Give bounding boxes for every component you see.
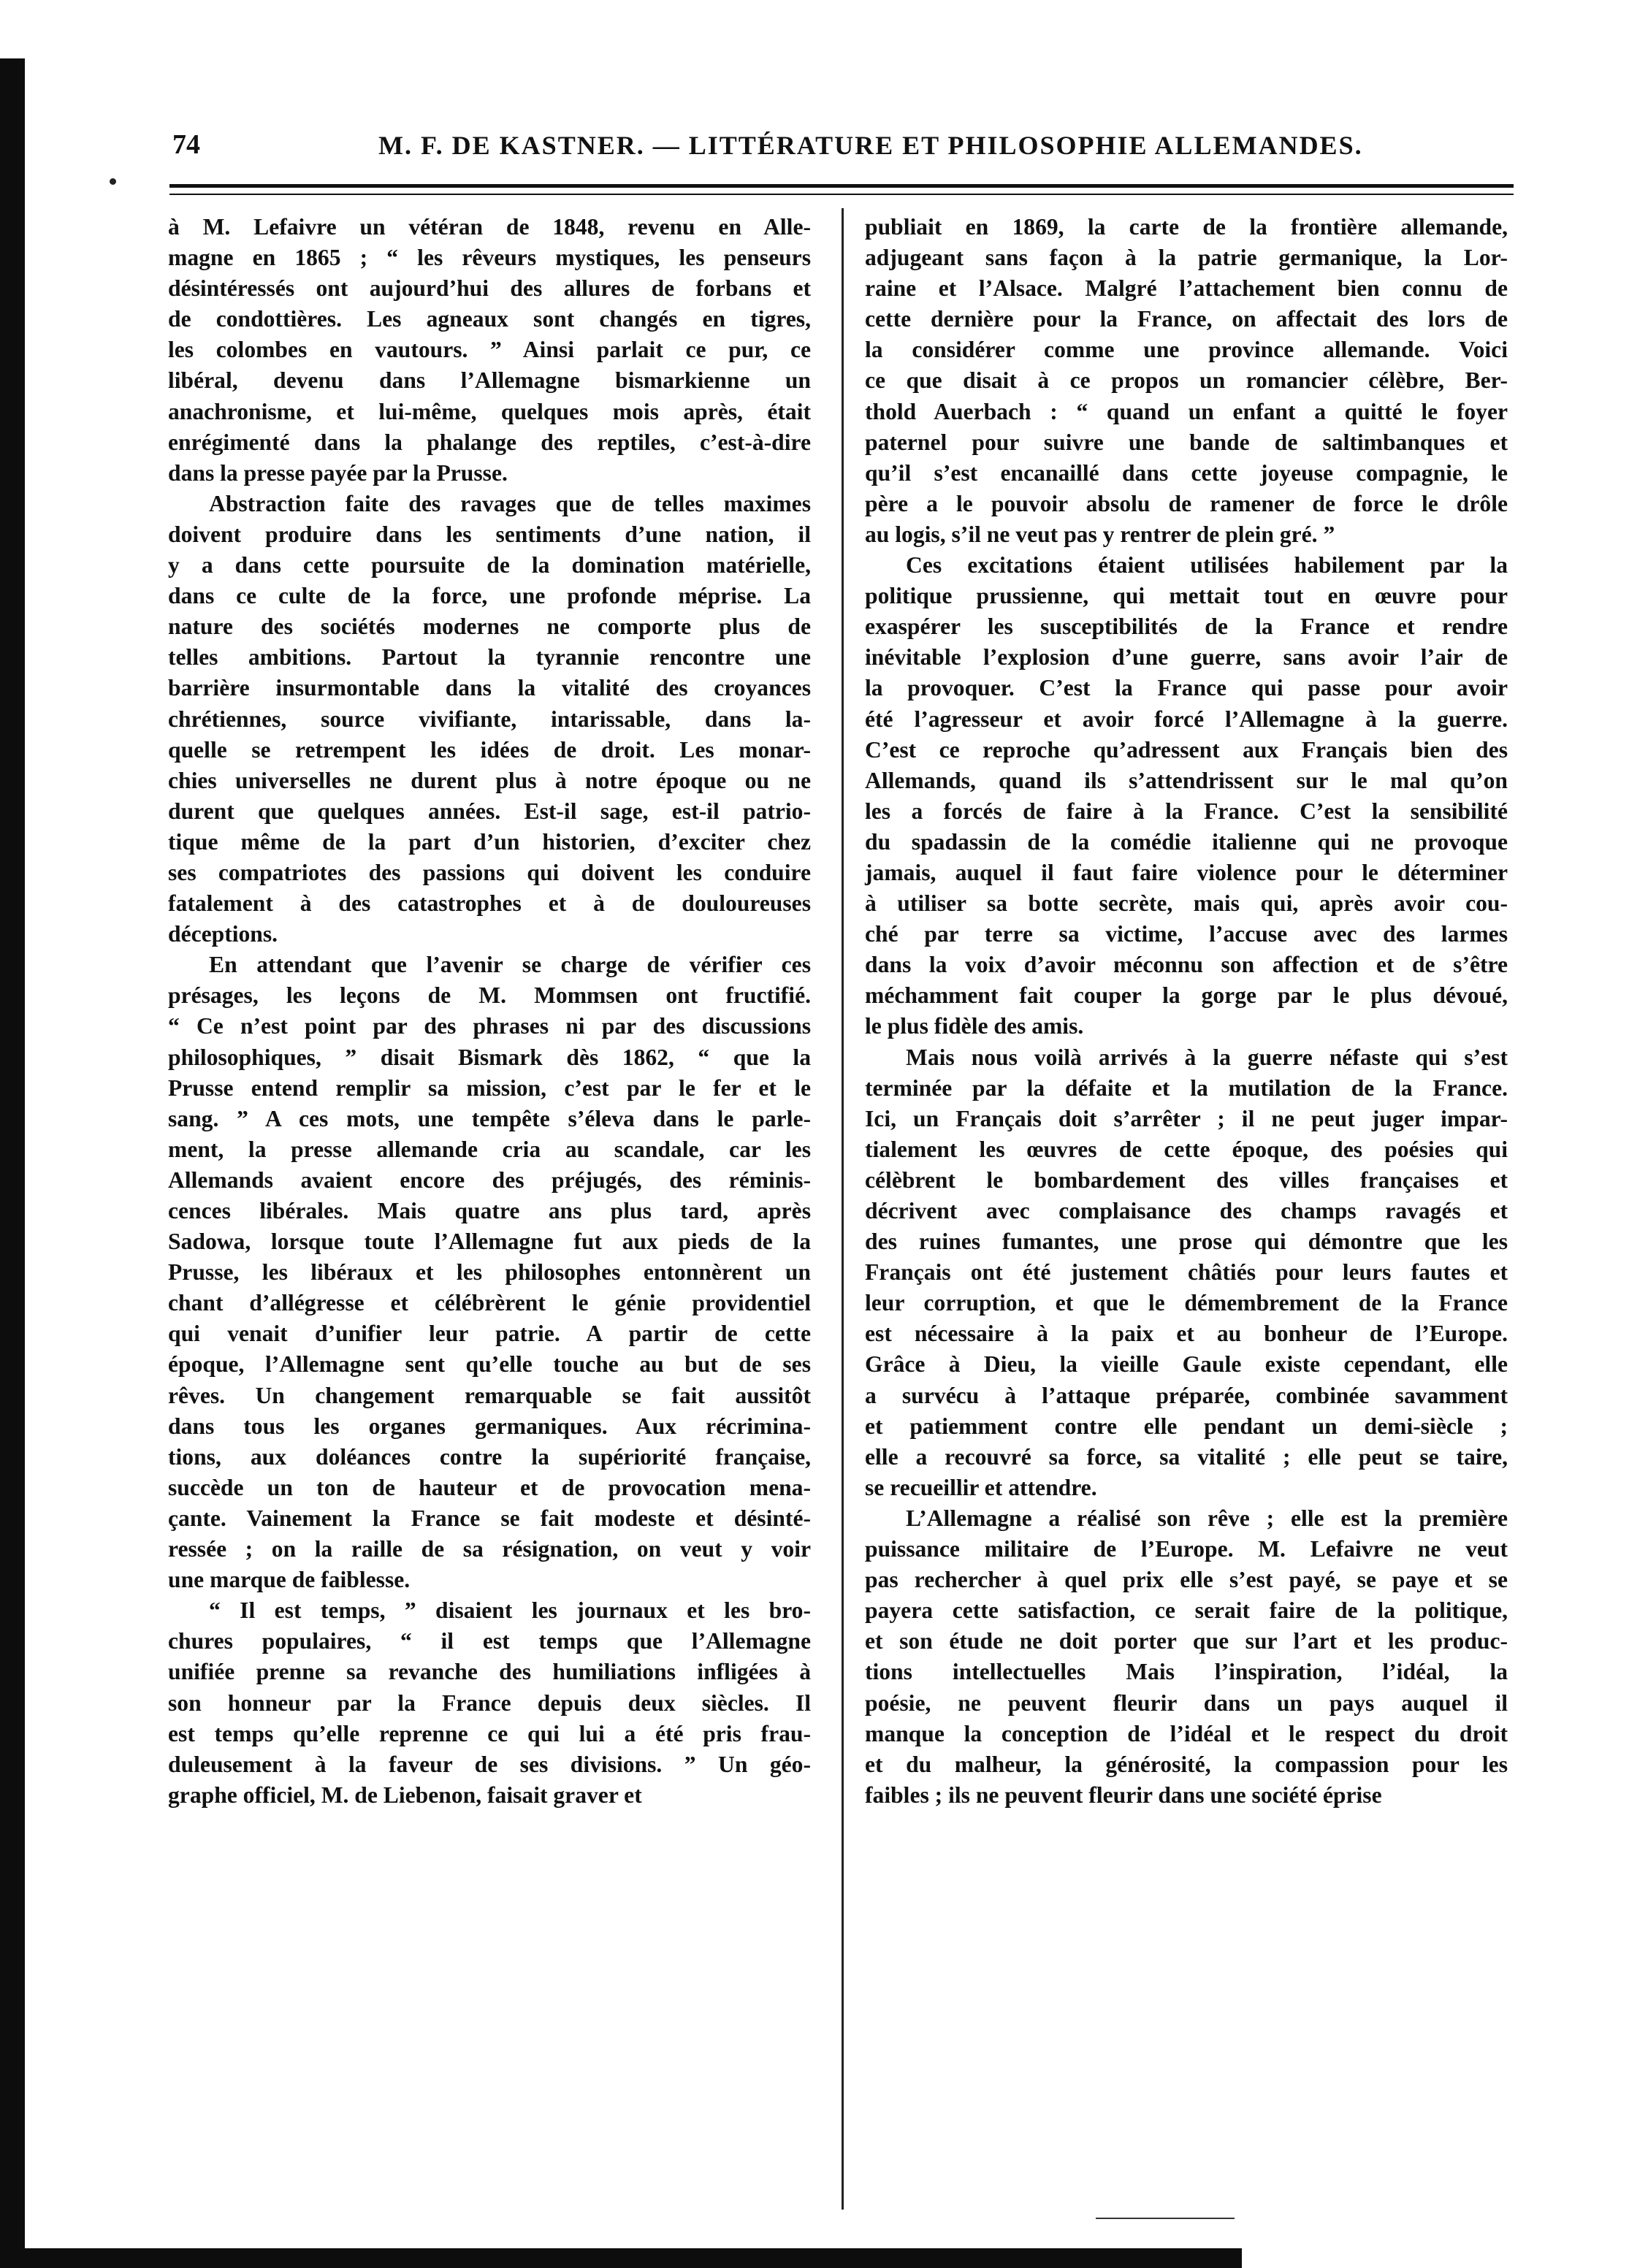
text-line: doivent produire dans les sentiments d’une nation, il <box>168 521 811 547</box>
text-line: tions intellectuelles Mais l’inspiration, l’idéal, la <box>865 1659 1508 1685</box>
text-line: père a le pouvoir absolu de ramener de force le drôle <box>865 490 1508 516</box>
text-line: à M. Lefaivre un vétéran de 1848, revenu en Alle- <box>168 214 811 240</box>
text-line: des ruines fumantes, une prose qui démontre que les <box>865 1229 1508 1255</box>
text-line: philosophiques, ” disait Bismark dès 1862, “ que la <box>168 1044 811 1070</box>
text-line: du spadassin de la comédie italienne qui ne provoque <box>865 828 1508 855</box>
paragraph <box>865 550 1508 1042</box>
text-line: et patiemment contre elle pendant un demi-siècle ; <box>865 1413 1508 1439</box>
text-line: dans tous les organes germaniques. Aux récrimina- <box>168 1413 811 1439</box>
paragraph <box>168 489 811 950</box>
text-line: chures populaires, “ il est temps que l’Allemagne <box>168 1628 811 1654</box>
text-line: sang. ” A ces mots, une tempête s’éleva dans le parle- <box>168 1105 811 1131</box>
text-line: ment, la presse allemande cria au scandale, car les <box>168 1136 811 1162</box>
paragraph <box>168 212 811 489</box>
text-line: nature des sociétés modernes ne comporte plus de <box>168 614 811 640</box>
text-line: et du malheur, la générosité, la compassion pour les <box>865 1751 1508 1777</box>
text-line: époque, l’Allemagne sent qu’elle touche au but de ses <box>168 1351 811 1378</box>
text-line: succède un ton de hauteur et de provocation mena- <box>168 1474 811 1500</box>
text-line: le plus fidèle des amis. <box>865 1013 1084 1039</box>
text-line: décrivent avec complaisance des champs ravagés et <box>865 1198 1508 1223</box>
text-line: au logis, s’il ne veut pas y rentrer de plein gré. ” <box>865 521 1335 547</box>
text-line: anachronisme, et lui-même, quelques mois après, était <box>168 398 811 424</box>
text-line: “ Ce n’est point par des phrases ni par des discussions <box>168 1013 811 1039</box>
text-line: elle a recouvré sa force, sa vitalité ; elle peut se taire, <box>865 1443 1508 1470</box>
text-line: Ces excitations étaient utilisées habilement par la <box>906 552 1508 579</box>
text-line: puissance militaire de l’Europe. M. Lefaivre ne veut <box>865 1536 1508 1562</box>
header-rule-thin <box>169 194 1514 195</box>
text-line: pas rechercher à quel prix elle s’est payé, se paye et se <box>865 1567 1508 1593</box>
text-line: “ Il est temps, ” disaient les journaux et les bro- <box>209 1597 811 1624</box>
text-line: çante. Vainement la France se fait modeste et désinté- <box>168 1505 811 1531</box>
text-line: présages, les leçons de M. Mommsen ont fructifié. <box>168 982 811 1009</box>
text-line: se recueillir et attendre. <box>865 1474 1097 1500</box>
scan-border-bottom <box>0 2248 1242 2268</box>
text-line: libéral, devenu dans l’Allemagne bismarkienne un <box>168 367 811 394</box>
text-line: célèbrent le bombardement des villes françaises et <box>865 1167 1508 1193</box>
footer-rule <box>1096 2218 1235 2219</box>
text-line: jamais, auquel il faut faire violence pour le déterminer <box>865 859 1508 885</box>
paragraph <box>865 212 1508 550</box>
paragraph <box>168 1595 811 1811</box>
text-line: enrégimenté dans la phalange des reptiles, c’est-à-dire <box>168 429 811 455</box>
text-line: unifiée prenne sa revanche des humiliations infligées à <box>168 1659 811 1685</box>
text-line: la provoquer. C’est la France qui passe pour avoir <box>865 675 1508 701</box>
text-line: duleusement à la faveur de ses divisions. ” Un géo- <box>168 1751 811 1777</box>
header-rule-thick <box>169 184 1514 188</box>
text-line: leur corruption, et que le démembrement de la France <box>865 1290 1508 1316</box>
text-line: graphe officiel, M. de Liebenon, faisait graver et <box>168 1782 642 1808</box>
text-line: déceptions. <box>168 921 278 947</box>
text-line: Français ont été justement châtiés pour leurs fautes et <box>865 1259 1508 1286</box>
text-line: Prusse entend remplir sa mission, c’est par le fer et le <box>168 1074 811 1101</box>
text-line: une marque de faiblesse. <box>168 1567 411 1593</box>
text-line: qui venait d’unifier leur patrie. A partir de cette <box>168 1321 811 1347</box>
text-line: paternel pour suivre une bande de saltimbanques et <box>865 429 1508 455</box>
paragraph <box>865 1503 1508 1811</box>
text-line: été l’agresseur et avoir forcé l’Allemagne à la guerre. <box>865 706 1508 732</box>
text-line: barrière insurmontable dans la vitalité des croyances <box>168 675 811 701</box>
text-line: chies universelles ne durent plus à notre époque ou ne <box>168 767 811 793</box>
text-line: tions, aux doléances contre la supériorité française, <box>168 1443 811 1470</box>
text-line: adjugeant sans façon à la patrie germanique, la Lor- <box>865 245 1508 271</box>
right-column <box>865 212 1508 1811</box>
text-line: de condottières. Les agneaux sont changés en tigres, <box>168 306 811 332</box>
paragraph <box>168 950 811 1595</box>
text-line: tique même de la part d’un historien, d’exciter chez <box>168 828 811 855</box>
text-line: faibles ; ils ne peuvent fleurir dans une société éprise <box>865 1782 1382 1808</box>
text-line: En attendant que l’avenir se charge de vérifier ces <box>209 952 811 978</box>
text-line: chrétiennes, source vivifiante, intarissable, dans la- <box>168 706 811 732</box>
text-line: qu’il s’est encanaillé dans cette joyeuse compagnie, le <box>865 459 1508 486</box>
text-line: ce que disait à ce propos un romancier célèbre, Ber- <box>865 367 1508 394</box>
text-line: magne en 1865 ; “ les rêveurs mystiques, les penseurs <box>168 245 811 271</box>
text-line: est temps qu’elle reprenne ce qui lui a été pris frau- <box>168 1720 811 1746</box>
text-line: Prusse, les libéraux et les philosophes entonnèrent un <box>168 1259 811 1286</box>
column-divider <box>842 208 844 2210</box>
text-line: telles ambitions. Partout la tyrannie rencontre une <box>168 644 811 671</box>
text-line: est nécessaire à la paix et au bonheur de l’Europe. <box>865 1321 1508 1347</box>
text-line: quelle se retrempent les idées de droit. Les monar- <box>168 736 811 763</box>
text-line: Ici, un Français doit s’arrêter ; il ne peut juger impar- <box>865 1105 1508 1131</box>
text-line: raine et l’Alsace. Malgré l’attachement bien connu de <box>865 275 1508 302</box>
text-line: dans la presse payée par la Prusse. <box>168 459 508 486</box>
text-line: durent que quelques années. Est-il sage, est-il patrio- <box>168 798 811 824</box>
text-line: rêves. Un changement remarquable se fait aussitôt <box>168 1382 811 1408</box>
text-line: fatalement à des catastrophes et à de douloureuses <box>168 890 811 917</box>
text-line: Mais nous voilà arrivés à la guerre néfaste qui s’est <box>906 1044 1508 1070</box>
text-line: y a dans cette poursuite de la domination matérielle, <box>168 552 811 579</box>
text-line: son honneur par la France depuis deux siècles. Il <box>168 1689 811 1716</box>
page-number: 74 <box>172 129 200 160</box>
text-line: Allemands avaient encore des préjugés, des réminis- <box>168 1167 811 1193</box>
text-line: C’est ce reproche qu’adressent aux Français bien des <box>865 736 1508 763</box>
text-line: les a forcés de faire à la France. C’est la sensibilité <box>865 798 1508 824</box>
text-line: thold Auerbach : “ quand un enfant a quitté le foyer <box>865 398 1508 424</box>
text-line: cette dernière pour la France, on affectait des lors de <box>865 306 1508 332</box>
text-line: ché par terre sa victime, l’accuse avec des larmes <box>865 921 1508 947</box>
text-line: dans ce culte de la force, une profonde méprise. La <box>168 583 811 609</box>
text-line: et son étude ne doit porter que sur l’art et les produc- <box>865 1628 1508 1654</box>
text-line: méchamment fait couper la gorge par le plus dévoué, <box>865 982 1508 1009</box>
running-title: M. F. DE KASTNER. — LITTÉRATURE ET PHILOSOPHIE ALLEMANDES. <box>378 131 1363 160</box>
text-line: terminée par la défaite et la mutilation de la France. <box>865 1074 1508 1101</box>
text-line: Sadowa, lorsque toute l’Allemagne fut aux pieds de la <box>168 1229 811 1255</box>
text-line: dans la voix d’avoir méconnu son affection et de s’être <box>865 952 1508 978</box>
text-line: manque la conception de l’idéal et le respect du droit <box>865 1720 1508 1746</box>
text-line: Abstraction faite des ravages que de telles maximes <box>209 490 811 516</box>
text-line: inévitable l’explosion d’une guerre, sans avoir l’air de <box>865 644 1508 671</box>
left-column <box>168 212 811 1811</box>
text-line: chant d’allégresse et célébrèrent le génie providentiel <box>168 1290 811 1316</box>
text-line: poésie, ne peuvent fleurir dans un pays auquel il <box>865 1689 1508 1716</box>
text-line: à utiliser sa botte secrète, mais qui, après avoir cou- <box>865 890 1508 917</box>
text-line: ressée ; on la raille de sa résignation, on veut y voir <box>168 1536 811 1562</box>
page-header <box>159 126 1509 162</box>
paragraph <box>865 1042 1508 1503</box>
text-line: tialement les œuvres de cette époque, des poésies qui <box>865 1136 1508 1162</box>
text-line: la considérer comme une province allemande. Voici <box>865 337 1508 363</box>
text-line: payera cette satisfaction, ce serait faire de la politique, <box>865 1597 1508 1624</box>
text-line: cences libérales. Mais quatre ans plus tard, après <box>168 1198 811 1223</box>
text-line: les colombes en vautours. ” Ainsi parlait ce pur, ce <box>168 337 811 363</box>
scan-border-left <box>0 58 25 2268</box>
text-line: publiait en 1869, la carte de la frontière allemande, <box>865 214 1508 240</box>
text-line: L’Allemagne a réalisé son rêve ; elle est la première <box>906 1505 1508 1531</box>
text-line: a survécu à l’attaque préparée, combinée savamment <box>865 1382 1508 1408</box>
margin-dot <box>110 178 116 185</box>
text-line: politique prussienne, qui mettait tout en œuvre pour <box>865 583 1508 609</box>
text-line: désintéressés ont aujourd’hui des allures de forbans et <box>168 275 811 302</box>
text-line: Grâce à Dieu, la vieille Gaule existe cependant, elle <box>865 1351 1508 1378</box>
text-line: exaspérer les susceptibilités de la France et rendre <box>865 614 1508 640</box>
text-line: ses compatriotes des passions qui doivent les conduire <box>168 859 811 885</box>
text-line: Allemands, quand ils s’attendrissent sur le mal qu’on <box>865 767 1508 793</box>
